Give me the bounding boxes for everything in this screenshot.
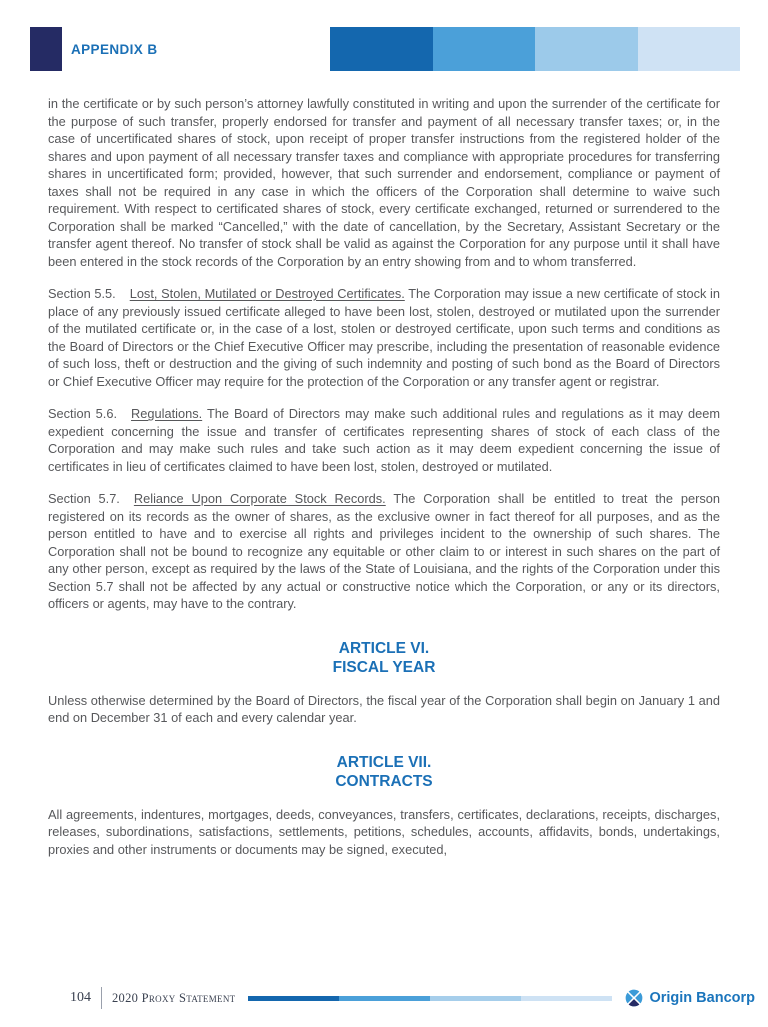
article-vi-heading-line2: FISCAL YEAR <box>332 658 436 676</box>
section-5-5-text: The Corporation may issue a new certificate of stock in place of any previously issued certificate alleged to have been lost, stolen, destroyed or mutilated upon the surrender of the mutilated certificate or, in the case of a lost, stolen or destroyed certificate, upon such terms and conditions as the Board of Directors or the Chief Executive Officer may prescribe, including the presentation of reasonable evidence of such loss, theft or destruction and the giving of such indemnity and posting of such bond as the Board of Directors or Chief Executive Officer may require for the protection of the Corporation or any transfer agent or registrar. <box>48 286 720 389</box>
section-5-7-title: Reliance Upon Corporate Stock Records. <box>133 491 386 506</box>
section-5-6-paragraph <box>48 405 720 475</box>
section-5-6-label: Section 5.6. <box>48 406 118 421</box>
section-5-7-paragraph <box>48 490 720 613</box>
brand-lockup <box>625 989 755 1007</box>
header-gradient-bar <box>330 27 740 71</box>
page-number: 104 <box>70 990 91 1005</box>
article-vii <box>48 753 720 859</box>
article-vii-paragraph: All agreements, indentures, mortgages, deeds, conveyances, transfers, certificates, declarations, receipts, discharges, releases, subordinations, satisfactions, settlements, petitions, schedules, accounts, affidavits, bonds, undertakings, proxies and other instruments or documents may be signed, executed, <box>48 806 720 857</box>
section-5-7-text: The Corporation shall be entitled to treat the person registered on its records as the owner of shares, as the exclusive owner in fact thereof for all purposes, and as the person entitled to have and to exercise all rights and privileges incident to the ownership of such shares. The Corporation shall not be bound to recognize any equitable or other claim to or interest in such shares on the part of any other person, except as required by the laws of the State of Louisiana, and the rights of the Corporation under this Section 5.7 shall not be affected by any actual or constructive notice which the Corporation, or any or its directors, officers or agents, may have to the contrary. <box>48 491 720 611</box>
article-vi-heading-line1: ARTICLE VI. <box>338 639 430 657</box>
section-5-7-label: Section 5.7. <box>48 491 120 506</box>
section-5-5-paragraph <box>48 285 720 390</box>
section-5-6-text: The Board of Directors may make such additional rules and regulations as it may deem expedient concerning the issue and transfer of certificates representing shares of stock of each class of the Corporation and may make such rules and take such action as it may deem expedient concerning the issue of certificates in lieu of certificates claimed to have been lost, stolen, destroyed or mutilated. <box>48 406 720 474</box>
appendix-accent-square <box>30 27 62 71</box>
section-5-5-title: Lost, Stolen, Mutilated or Destroyed Certificates. <box>129 286 405 301</box>
header-bar-segment-4 <box>638 27 741 71</box>
intro-paragraph: in the certificate or by such person’s attorney lawfully constituted in writing and upon the surrender of the certificate for the purpose of such transfer, properly endorsed for transfer and payment of all necessary transfer taxes; or, in the case of uncertificated shares of stock, upon receipt of proper transfer instructions from the registered holder of the shares and upon payment of all necessary transfer taxes and compliance with appropriate procedures for transferring shares in uncertificated form; provided, however, that such surrender and endorsement, compliance or payment of taxes shall not be required in any case in which the officers of the Corporation shall determine to waive such requirement. With respect to certificated shares of stock, every certificate exchanged, returned or surrendered to the Corporation shall be marked “Cancelled,” with the date of cancellation, by the Secretary, Assistant Secretary or the transfer agent thereof. No transfer of stock shall be valid as against the Corporation for any purpose until it shall have been entered in the stock records of the Corporation by an entry showing from and to whom transferred. <box>48 96 720 269</box>
article-vi-paragraph: Unless otherwise determined by the Board of Directors, the fiscal year of the Corporation shall begin on January 1 and end on December 31 of each and every calendar year. <box>48 692 720 725</box>
article-vii-heading-line2: CONTRACTS <box>335 772 433 790</box>
page-header <box>30 27 740 71</box>
article-vi <box>48 639 720 727</box>
header-bar-segment-3 <box>535 27 638 71</box>
brand-name: Origin Bancorp <box>649 990 755 1006</box>
page-footer <box>0 987 768 1009</box>
origin-bancorp-logo-icon <box>625 989 643 1007</box>
appendix-label: APPENDIX B <box>71 41 158 57</box>
footer-separator <box>101 987 102 1009</box>
section-5-5-label: Section 5.5. <box>48 286 116 301</box>
header-bar-segment-2 <box>433 27 536 71</box>
document-title: 2020 Proxy Statement <box>112 990 236 1005</box>
document-body <box>48 95 720 858</box>
section-5-6-title: Regulations. <box>131 406 203 421</box>
header-bar-segment-1 <box>330 27 433 71</box>
article-vii-heading-line1: ARTICLE VII. <box>336 753 432 771</box>
appendix-header <box>30 27 158 71</box>
